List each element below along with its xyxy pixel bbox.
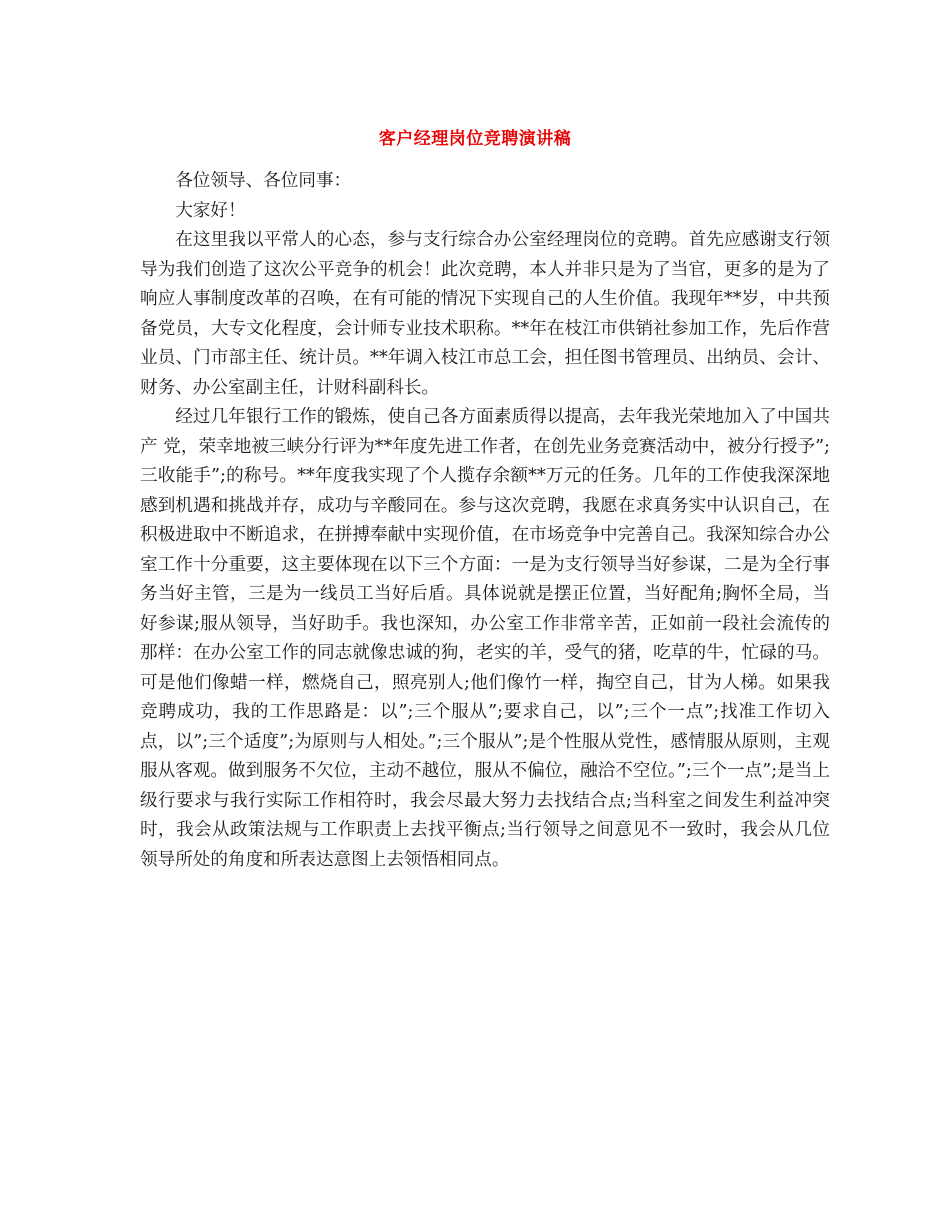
paragraph-experience: 经过几年银行工作的锻炼，使自己各方面素质得以提高，去年我光荣地加入了中国共产 党，荣幸地被三峡分行评为**年度先进工作者，在创先业务竞赛活动中，被分行授予”;三收能手”;的称号。**年度我实现了个人揽存余额**万元的任务。几年的工作使我深深地感到机遇和挑战并存，成功与辛酸同在。参与这次竞聘，我愿在求真务实中认识自己，在积极进取中不断追求，在拼搏奉献中实现价值，在市场竞争中完善自己。我深知综合办公室工作十分重要，这主要体现在以下三个方面：一是为支行领导当好参谋，二是为全行事务当好主管，三是为一线员工当好后盾。具体说就是摆正位置，当好配角;胸怀全局，当好参谋;服从领导，当好助手。我也深知，办公室工作非常辛苦，正如前一段社会流传的那样：在办公室工作的同志就像忠诚的狗，老实的羊，受气的猪，吃草的牛，忙碌的马。可是他们像蜡一样，燃烧自己，照亮别人;他们像竹一样，掏空自己，甘为人梯。如果我竞聘成功，我的工作思路是：以”;三个服从”;要求自己，以”;三个一点”;找准工作切入点，以”;三个适度”;为原则与人相处。”;三个服从”;是个性服从党性，感情服从原则，主观服从客观。做到服务不欠位，主动不越位，服从不偏位，融洽不空位。”;三个一点”;是当上级行要求与我行实际工作相符时，我会尽最大努力去找结合点;当科室之间发生利益冲突时，我会从政策法规与工作职责上去找平衡点;当行领导之间意见不一致时，我会从几位领导所处的角度和所表达意图上去领悟相同点。 (140, 407, 830, 870)
paragraph-introduction: 在这里我以平常人的心态，参与支行综合办公室经理岗位的竞聘。首先应感谢支行领导为我们创造了这次公平竞争的机会！此次竞聘，本人并非只是为了当官，更多的是为了响应人事制度改革的召唤，在有可能的情况下实现自己的人生价值。我现年**岁，中共预备党员，大专文化程度，会计师专业技术职称。**年在枝江市供销社参加工作，先后作营业员、门市部主任、统计员。**年调入枝江市总工会，担任图书管理员、出纳员、会计、财务、办公室副主任，计财科副科长。 (140, 230, 830, 398)
document-body (140, 167, 830, 875)
document-title: 客户经理岗位竞聘演讲稿 (378, 129, 572, 149)
greeting: 大家好！ (175, 200, 246, 221)
salutation: 各位领导、各位同事： (175, 171, 352, 191)
